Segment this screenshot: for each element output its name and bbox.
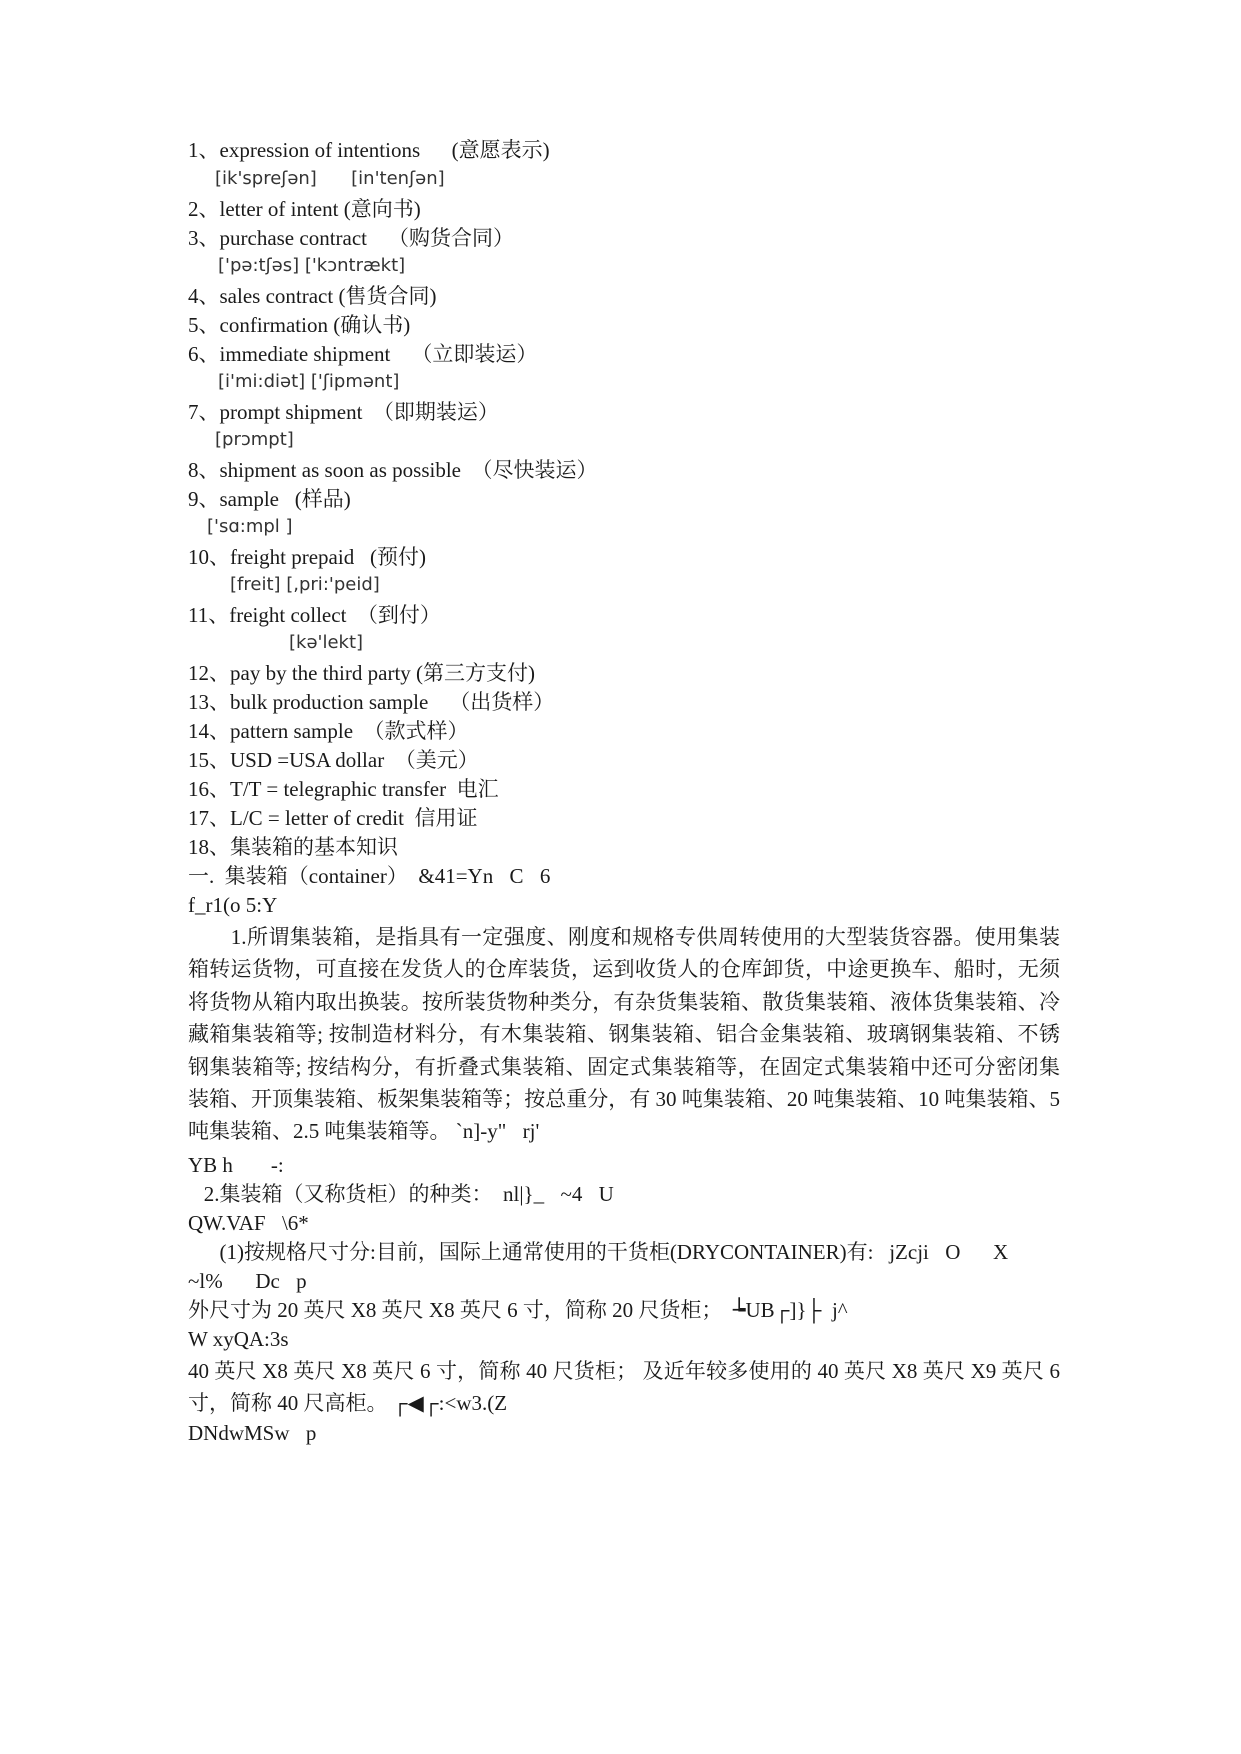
term-3: 3、purchase contract （购货合同） <box>188 226 515 250</box>
term-1: 1、expression of intentions (意愿表示) <box>188 138 550 162</box>
term-14: 14、pattern sample （款式样） <box>188 719 469 743</box>
term-4: 4、sales contract (售货合同) <box>188 284 437 308</box>
phonetic-9: ['sɑ:mpl ] <box>207 516 293 537</box>
garbled-line: QW.VAF \6* <box>188 1211 309 1235</box>
garbled-line: f_r1(o 5:Y <box>188 893 278 917</box>
garbled-line: ~l%  Dc p <box>188 1269 307 1293</box>
container-20ft-line: 外尺寸为 20 英尺 X8 英尺 X8 英尺 6 寸，简称 20 尺货柜； ┶UB┌]}├ j^ <box>188 1298 848 1322</box>
term-18: 18、集装箱的基本知识 <box>188 835 398 859</box>
term-8: 8、shipment as soon as possible （尽快装运） <box>188 458 598 482</box>
term-11: 11、freight collect （到付） <box>188 603 441 627</box>
container-types-heading: 2.集装箱（又称货柜）的种类： nl|}_ ~4 U <box>188 1182 614 1206</box>
garbled-line: YB h   -: <box>188 1153 284 1177</box>
term-12: 12、pay by the third party (第三方支付) <box>188 661 536 685</box>
term-16: 16、T/T = telegraphic transfer 电汇 <box>188 777 499 801</box>
term-5: 5、confirmation (确认书) <box>188 313 411 337</box>
phonetic-7: [prɔmpt] <box>215 429 294 450</box>
term-6: 6、immediate shipment （立即装运） <box>188 342 538 366</box>
section-heading-container: 一. 集装箱（container） &41=Yn C 6 <box>188 864 551 888</box>
term-13: 13、bulk production sample （出货样） <box>188 690 555 714</box>
container-definition-paragraph: 1.所谓集装箱，是指具有一定强度、刚度和规格专供周转使用的大型装货容器。使用集装箱转运货物，可直接在发货人的仓库装货，运到收货人的仓库卸货，中途更换车、船时，无须将货物从箱内取出换装。按所装货物种类分，有杂货集装箱、散货集装箱、液体货集装箱、冷藏箱集装箱等; 按制造材料分，有木集装箱、钢集装箱、铝合金集装箱、玻璃钢集装箱、不锈钢集装箱等; 按结构分，有折叠式集装箱、固定式集装箱等，在固定式集装箱中还可分密闭集装箱、开顶集装箱、板架集装箱等；按总重分，有 30 吨集装箱、20 吨集装箱、10 吨集装箱、5 吨集装箱、2.5 吨集装箱等。 `n]-y" rj' <box>188 925 1060 1144</box>
term-17: 17、L/C = letter of credit 信用证 <box>188 806 478 830</box>
phonetic-6: [i'mi:diət] ['ʃipmənt] <box>218 371 400 392</box>
phonetic-3: ['pə:tʃəs] ['kɔntrækt] <box>218 255 406 276</box>
phonetic-10: [freit] [,pri:'peid] <box>230 574 380 595</box>
size-classification-line: (1)按规格尺寸分:目前，国际上通常使用的干货柜(DRYCONTAINER)有: jZcji O  X <box>188 1240 1009 1264</box>
term-15: 15、USD =USA dollar （美元） <box>188 748 479 772</box>
phonetic-11: [kə'lekt] <box>289 632 364 653</box>
phonetic-1: [ik'spreʃən] [in'tenʃən] <box>215 168 445 189</box>
term-2: 2、letter of intent (意向书) <box>188 197 421 221</box>
term-7: 7、prompt shipment （即期装运） <box>188 400 499 424</box>
term-10: 10、freight prepaid (预付) <box>188 545 426 569</box>
term-9: 9、sample (样品) <box>188 487 351 511</box>
container-40ft-paragraph: 40 英尺 X8 英尺 X8 英尺 6 寸，简称 40 尺货柜； 及近年较多使用的 40 英尺 X8 英尺 X9 英尺 6 寸，简称 40 尺高柜。 ┌◀┌:<w3.(Z <box>188 1359 1060 1416</box>
garbled-line: DNdwMSw p  <box>188 1421 333 1445</box>
garbled-line: W xyQA:3s <box>188 1327 289 1351</box>
